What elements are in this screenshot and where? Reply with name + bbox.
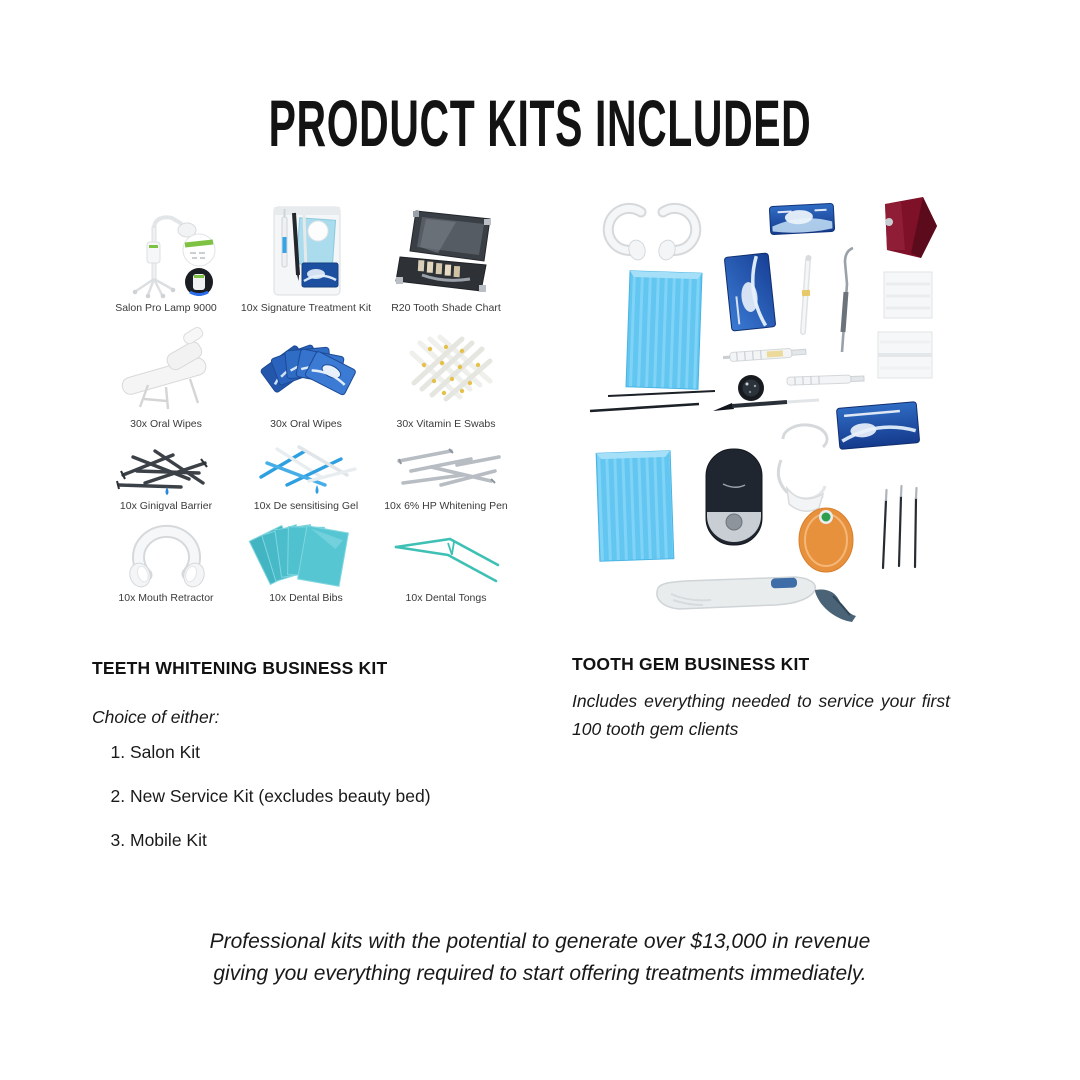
beauty-bed-image xyxy=(106,327,226,415)
dental-bibs-image xyxy=(246,517,366,589)
footer-line-1: Professional kits with the potential to generate over $13,000 in revenue xyxy=(209,930,871,953)
mouth-tray-image xyxy=(778,425,827,511)
tooth-gem-collage-image xyxy=(575,192,960,622)
vitamin-swabs-image xyxy=(386,327,506,415)
applicator-picks-image xyxy=(590,391,715,411)
dental-bib-upper-image xyxy=(626,271,702,389)
product-cell-shade-chart xyxy=(376,196,516,314)
gem-kit-text-block xyxy=(572,654,950,744)
treatment-kit-image xyxy=(246,203,366,299)
inspection-mirror-image xyxy=(738,375,764,401)
shade-chart-image xyxy=(386,203,506,299)
footer-note xyxy=(0,926,1080,989)
whitening-kit-product-grid xyxy=(96,196,516,604)
salon-lamp-image xyxy=(106,205,226,299)
product-caption: 10x 6% HP Whitening Pen xyxy=(384,499,508,512)
product-caption: 10x Dental Bibs xyxy=(269,591,343,604)
oral-wipe-sachet-image xyxy=(724,253,775,331)
gingival-barrier-image xyxy=(107,441,225,497)
footer-line-2: giving you everything required to start offering treatments immediately. xyxy=(213,961,867,985)
product-cell-whitening-pen xyxy=(376,430,516,512)
product-cell-gingival-barrier xyxy=(96,430,236,512)
gel-syringe-image xyxy=(723,347,806,362)
mouth-retractor-image xyxy=(106,519,226,589)
curing-light-handpiece-image xyxy=(657,577,856,622)
page-title: PRODUCT KITS INCLUDED xyxy=(268,86,812,160)
product-caption: 30x Vitamin E Swabs xyxy=(396,417,496,430)
gem-kit-heading: TOOTH GEM BUSINESS KIT xyxy=(572,654,810,674)
kit-option: 1. Salon Kit xyxy=(130,742,532,763)
product-cell-mouth-retractor xyxy=(96,512,236,604)
product-caption: R20 Tooth Shade Chart xyxy=(391,301,501,314)
product-caption: 30x Oral Wipes xyxy=(130,417,202,430)
gem-picks-image xyxy=(883,486,917,568)
gel-syringe-image xyxy=(787,375,864,386)
whitening-kit-text-block xyxy=(92,658,532,874)
product-cell-beauty-bed xyxy=(96,314,236,430)
tooth-gem-case-image xyxy=(799,508,853,572)
red-storage-pouch-image xyxy=(885,197,937,258)
whitening-kit-heading: TEETH WHITENING BUSINESS KIT xyxy=(92,658,388,678)
product-cell-dental-bibs xyxy=(236,512,376,604)
applicator-brush-image xyxy=(713,400,819,411)
micro-applicator-image xyxy=(802,255,812,332)
product-caption: 10x Signature Treatment Kit xyxy=(240,301,372,314)
choice-label: Choice of either: xyxy=(92,707,220,727)
product-cell-dental-tongs xyxy=(376,512,516,604)
gauze-pad-image xyxy=(884,272,932,318)
cheek-retractors-image xyxy=(608,208,696,261)
kit-option: 2. New Service Kit (excludes beauty bed) xyxy=(130,786,532,807)
product-caption: 10x Dental Tongs xyxy=(405,591,487,604)
whitening-pen-image xyxy=(387,441,505,497)
oral-wipe-sachet-image xyxy=(836,402,919,450)
dental-scaler-image xyxy=(842,248,853,352)
gem-kit-description: Includes everything needed to service your first 100 tooth gem clients xyxy=(572,691,950,740)
kit-options-list xyxy=(92,742,532,851)
product-cell-vitamin-swabs xyxy=(376,314,516,430)
dental-tongs-image xyxy=(386,531,506,589)
product-caption: 10x Mouth Retractor xyxy=(118,591,214,604)
product-cell-oral-wipes xyxy=(236,314,376,430)
product-cell-treatment-kit xyxy=(236,196,376,314)
tooth-gem-kit-collage xyxy=(575,192,960,622)
product-cell-desensitising-gel xyxy=(236,430,376,512)
product-caption: 10x De sensitising Gel xyxy=(253,499,359,512)
product-caption: Salon Pro Lamp 9000 xyxy=(115,301,217,314)
whitening-strips-sachet-image xyxy=(769,203,834,234)
gauze-pad-image xyxy=(878,332,932,378)
led-lamp-case-image xyxy=(706,449,762,545)
dental-bib-lower-image xyxy=(596,451,674,562)
kit-option: 3. Mobile Kit xyxy=(130,830,532,851)
oral-wipes-image xyxy=(246,327,366,415)
desensitising-gel-image xyxy=(247,441,365,497)
product-caption: 10x Ginigval Barrier xyxy=(119,499,213,512)
product-cell-salon-lamp xyxy=(96,196,236,314)
product-caption: 30x Oral Wipes xyxy=(270,417,342,430)
